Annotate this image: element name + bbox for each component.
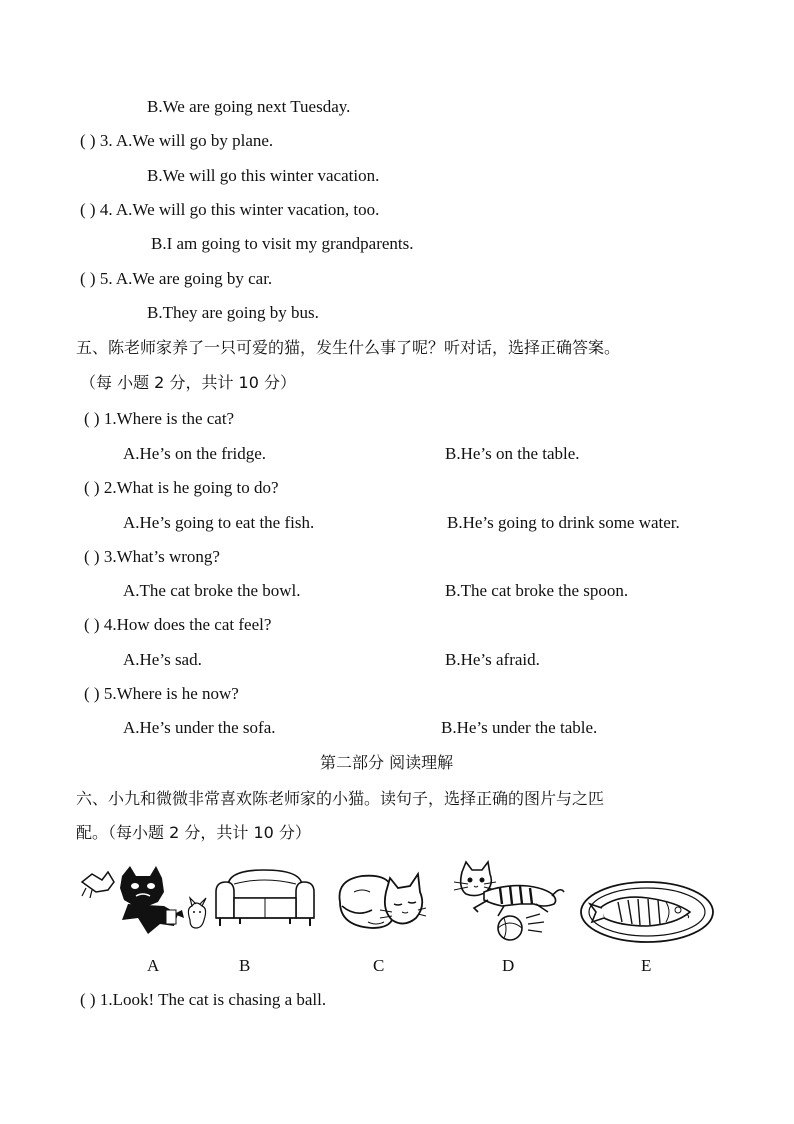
answer-blank[interactable]: ( ) — [84, 684, 100, 703]
scared-cat-icon — [78, 862, 218, 938]
s5-q1-option-a: A.He’s on the fridge. — [123, 444, 267, 463]
part2-title: 第二部分 阅读理解 — [320, 753, 454, 772]
s5-q3-option-a: A.The cat broke the bowl. — [123, 581, 301, 600]
picture-label-d: D — [502, 956, 515, 975]
q2-option-b: B.We are going next Tuesday. — [147, 97, 351, 116]
s5-q3-row — [84, 546, 220, 568]
s5-q3-text: 3.What’s wrong? — [103, 547, 220, 566]
s6-q1-text: 1.Look! The cat is chasing a ball. — [99, 990, 327, 1009]
answer-blank[interactable]: ( ) — [84, 547, 100, 566]
s5-q1-row — [84, 408, 234, 430]
sofa-icon — [214, 864, 316, 930]
answer-blank[interactable]: ( ) — [80, 269, 96, 288]
sleeping-cat-icon — [332, 862, 428, 936]
q5-option-a: 5. A.We are going by car. — [99, 269, 273, 288]
s5-q5-option-a: A.He’s under the sofa. — [123, 718, 276, 737]
section6-title-line1: 六、小九和微微非常喜欢陈老师家的小猫。读句子，选择正确的图片与之匹 — [76, 789, 605, 808]
picture-label-a: A — [147, 956, 160, 975]
answer-blank[interactable]: ( ) — [80, 200, 96, 219]
s5-q4-row — [84, 614, 271, 636]
picture-label-c: C — [373, 956, 385, 975]
section5-title: 五、陈老师家养了一只可爱的猫，发生什么事了呢？听对话，选择正确答案。 — [76, 338, 621, 357]
answer-blank[interactable]: ( ) — [84, 409, 100, 428]
s5-q3-option-b: B.The cat broke the spoon. — [445, 581, 629, 600]
q3-option-a: 3. A.We will go by plane. — [99, 131, 274, 150]
answer-blank[interactable]: ( ) — [80, 990, 96, 1009]
s5-q4-option-b: B.He’s afraid. — [445, 650, 540, 669]
section5-score: （每 小题 2 分，共计 10 分） — [80, 373, 296, 392]
s5-q2-option-a: A.He’s going to eat the fish. — [123, 513, 315, 532]
s5-q4-text: 4.How does the cat feel? — [103, 615, 272, 634]
s5-q5-option-b: B.He’s under the table. — [441, 718, 598, 737]
picture-label-e: E — [641, 956, 652, 975]
s5-q2-option-b: B.He’s going to drink some water. — [447, 513, 680, 532]
s5-q1-text: 1.Where is the cat? — [103, 409, 235, 428]
s5-q5-text: 5.Where is he now? — [103, 684, 239, 703]
s5-q1-option-b: B.He’s on the table. — [445, 444, 580, 463]
s5-q5-row — [84, 683, 239, 705]
s6-q1-row — [80, 989, 326, 1011]
q3-option-b: B.We will go this winter vacation. — [147, 166, 380, 185]
fish-plate-icon — [578, 878, 716, 946]
q3-row — [80, 130, 273, 152]
answer-blank[interactable]: ( ) — [84, 615, 100, 634]
q4-option-b: B.I am going to visit my grandparents. — [151, 234, 414, 253]
picture-label-b: B — [239, 956, 251, 975]
cat-chasing-ball-icon — [448, 860, 566, 944]
q4-row — [80, 199, 379, 221]
answer-blank[interactable]: ( ) — [84, 478, 100, 497]
q5-row — [80, 268, 272, 290]
q5-option-b: B.They are going by bus. — [147, 303, 319, 322]
s5-q2-text: 2.What is he going to do? — [103, 478, 279, 497]
section6-title-line2: 配。（每小题 2 分，共计 10 分） — [76, 823, 311, 842]
s5-q2-row — [84, 477, 279, 499]
answer-blank[interactable]: ( ) — [80, 131, 96, 150]
s5-q4-option-a: A.He’s sad. — [123, 650, 202, 669]
q4-option-a: 4. A.We will go this winter vacation, too. — [99, 200, 380, 219]
